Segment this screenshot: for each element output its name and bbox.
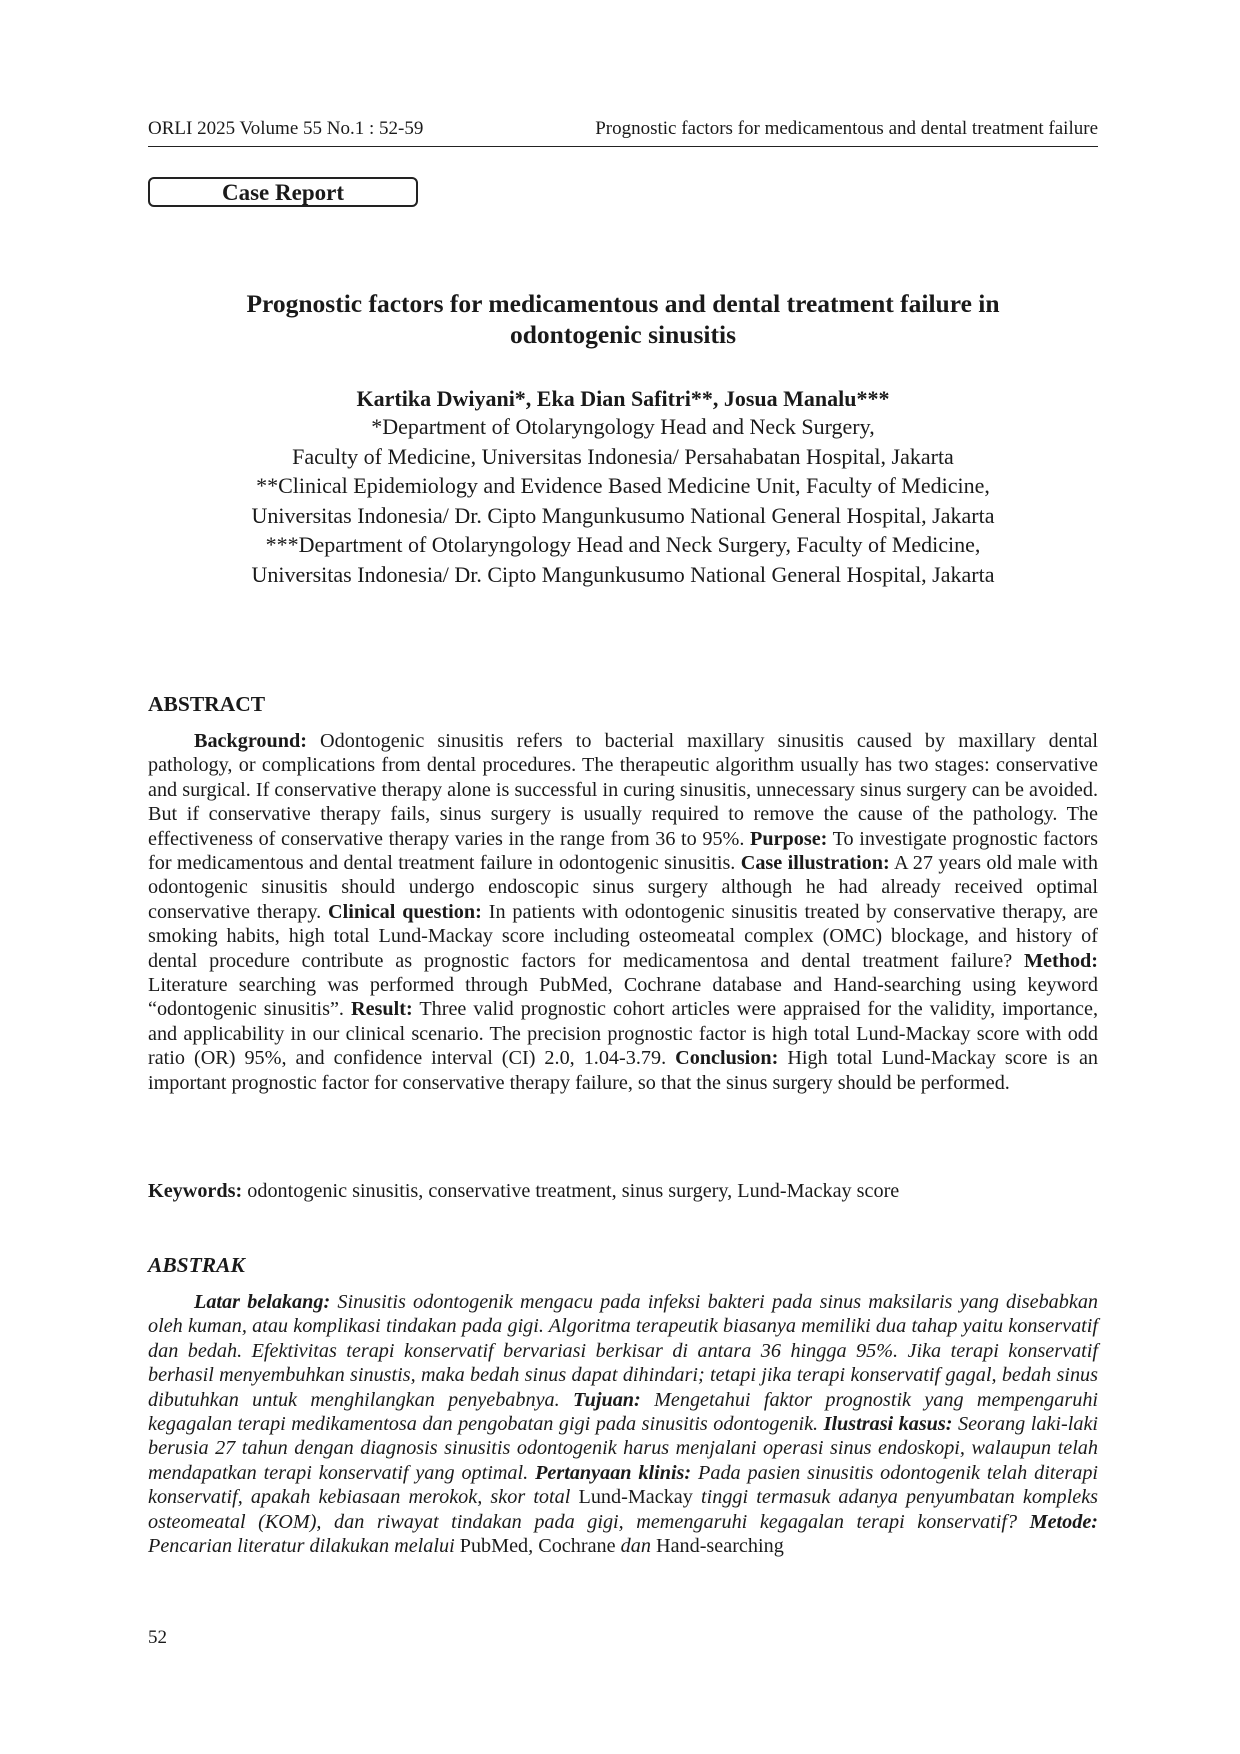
metode-dan: dan — [620, 1535, 651, 1558]
metode-text: Pencarian literatur dilakukan melalui — [148, 1535, 455, 1558]
page-number: 52 — [148, 1627, 167, 1648]
affiliations — [148, 412, 1098, 589]
running-header — [148, 118, 1098, 147]
background-label: Background: — [194, 730, 307, 752]
pertanyaan-text-cont: tinggi termasuk adanya penyumbatan kompleks osteomeatal (KOM), dan riwayat tindakan pada gigi, memengaruhi kegagalan terapi konservatif? — [148, 1486, 1099, 1533]
latar-label: Latar belakang: — [194, 1291, 331, 1313]
affiliation-line: ***Department of Otolaryngology Head and Neck Surgery, Faculty of Medicine, — [265, 532, 981, 557]
abstract-body — [148, 729, 1098, 1095]
conclusion-text: High total Lund-Mackay score is an important prognostic factor for conservative therapy failure, so that the sinus surgery should be performed. — [148, 1047, 1099, 1094]
purpose-text: To investigate prognostic factors for medicamentous and dental treatment failure in odontogenic sinusitis. — [148, 827, 1099, 875]
result-label: Result: — [350, 998, 413, 1021]
affiliation-line: *Department of Otolaryngology Head and Neck Surgery, — [371, 414, 875, 439]
hand-searching-term: Hand-searching — [655, 1535, 784, 1558]
method-label: Method: — [1023, 949, 1098, 972]
pertanyaan-label: Pertanyaan klinis: — [535, 1461, 692, 1484]
title-line: Prognostic factors for medicamentous and dental treatment failure in — [246, 289, 1000, 318]
affiliation-line: Universitas Indonesia/ Dr. Cipto Mangunkusumo National General Hospital, Jakarta — [251, 502, 995, 528]
question-label: Clinical question: — [328, 900, 482, 923]
keywords-text: odontogenic sinusitis, conservative treatment, sinus surgery, Lund-Mackay score — [247, 1180, 900, 1202]
ilustrasi-label: Ilustrasi kasus: — [823, 1413, 953, 1436]
affiliation-line: Faculty of Medicine, Universitas Indonesia/ Persahabatan Hospital, Jakarta — [292, 443, 954, 469]
abstrak-body — [148, 1290, 1098, 1558]
tujuan-text: Mengetahui faktor prognostik yang mempengaruhi kegagalan terapi medikamentosa dan pengobatan gigi pada sinusitis odontogenik. — [148, 1388, 1099, 1436]
title-line: odontogenic sinusitis — [509, 320, 736, 349]
method-text: Literature searching was performed through PubMed, Cochrane database and Hand-searching using keyword “odontogenic sinusitis”. — [148, 974, 1098, 1021]
pubmed-term: PubMed — [459, 1535, 529, 1558]
cochrane-term: Cochrane — [538, 1535, 616, 1558]
article-type-badge: Case Report — [148, 177, 418, 207]
purpose-label: Purpose: — [750, 827, 828, 850]
journal-reference: ORLI 2025 Volume 55 No.1 : 52-59 — [148, 118, 424, 139]
affiliation-line: Universitas Indonesia/ Dr. Cipto Mangunkusumo National General Hospital, Jakarta — [251, 561, 995, 587]
question-text: In patients with odontogenic sinusitis treated by conservative therapy, are smoking habits, high total Lund-Mackay score including osteomeatal complex (OMC) blockage, and history of dental procedure contribute as prognostic factors for medicamentosa and dental treatment failure? — [148, 900, 1099, 972]
keywords — [148, 1180, 1098, 1203]
author-list: Kartika Dwiyani*, Eka Dian Safitri**, Josua Manalu*** — [356, 386, 890, 411]
metode-label: Metode: — [1029, 1510, 1099, 1533]
result-text: Three valid prognostic cohort articles were appraised for the validity, importance, and applicability in our clinical scenario. The precision prognostic factor is high total Lund-Mackay score with odd ratio (OR) 95%, and confidence interval (CI) 2.0, 1.04-3.79. — [148, 998, 1099, 1070]
pertanyaan-text: Pada pasien sinusitis odontogenik telah diterapi konservatif, apakah kebiasaan merokok, skor total — [148, 1461, 1099, 1509]
background-text: Odontogenic sinusitis refers to bacterial maxillary sinusitis caused by maxillary dental pathology, or complications from dental procedures. The therapeutic algorithm usually has two stages: conservative and surgical. If conservative therapy alone is successful in curing sinusitis, unnecessary sinus surgery can be avoided. But if conservative therapy fails, sinus surgery is usually required to remove the cause of the pathology. The effectiveness of conservative therapy varies in the range from 36 to 95%. — [148, 730, 1099, 850]
ilustrasi-text: Seorang laki-laki berusia 27 tahun dengan diagnosis sinusitis odontogenik harus menjalani operasi sinus endoskopi, walaupun telah mendapatkan terapi konservatif yang optimal. — [148, 1413, 1099, 1484]
abstract-heading: ABSTRACT — [148, 692, 266, 716]
metode-comma: , — [528, 1535, 534, 1558]
keywords-label: Keywords: — [148, 1180, 243, 1202]
case-text: A 27 years old male with odontogenic sinusitis should undergo endoscopic sinus surgery although he had already received optimal conservative therapy. — [148, 852, 1099, 923]
case-label: Case illustration: — [740, 852, 890, 875]
article-title — [148, 288, 1098, 350]
conclusion-label: Conclusion: — [675, 1047, 779, 1070]
abstrak-heading: ABSTRAK — [148, 1253, 245, 1277]
latar-text: Sinusitis odontogenik mengacu pada infeksi bakteri pada sinus maksilaris yang disebabkan oleh kuman, atau komplikasi tindakan pada gigi. Algoritma terapeutik biasanya memiliki dua tahap yaitu konservatif dan bedah. Efektivitas terapi konservatif bervariasi berkisar di antara 36 hingga 95%. Jika terapi konservatif berhasil menyembuhkan sinustis, maka bedah sinus dapat dihindari; tetapi jika terapi konservatif gagal, bedah sinus dibutuhkan untuk menghilangkan penyebabnya. — [148, 1291, 1099, 1411]
tujuan-label: Tujuan: — [573, 1388, 641, 1411]
running-title: Prognostic factors for medicamentous and dental treatment failure — [595, 118, 1098, 139]
lund-mackay-term: Lund-Mackay — [578, 1486, 693, 1509]
affiliation-line: **Clinical Epidemiology and Evidence Based Medicine Unit, Faculty of Medicine, — [256, 473, 990, 498]
